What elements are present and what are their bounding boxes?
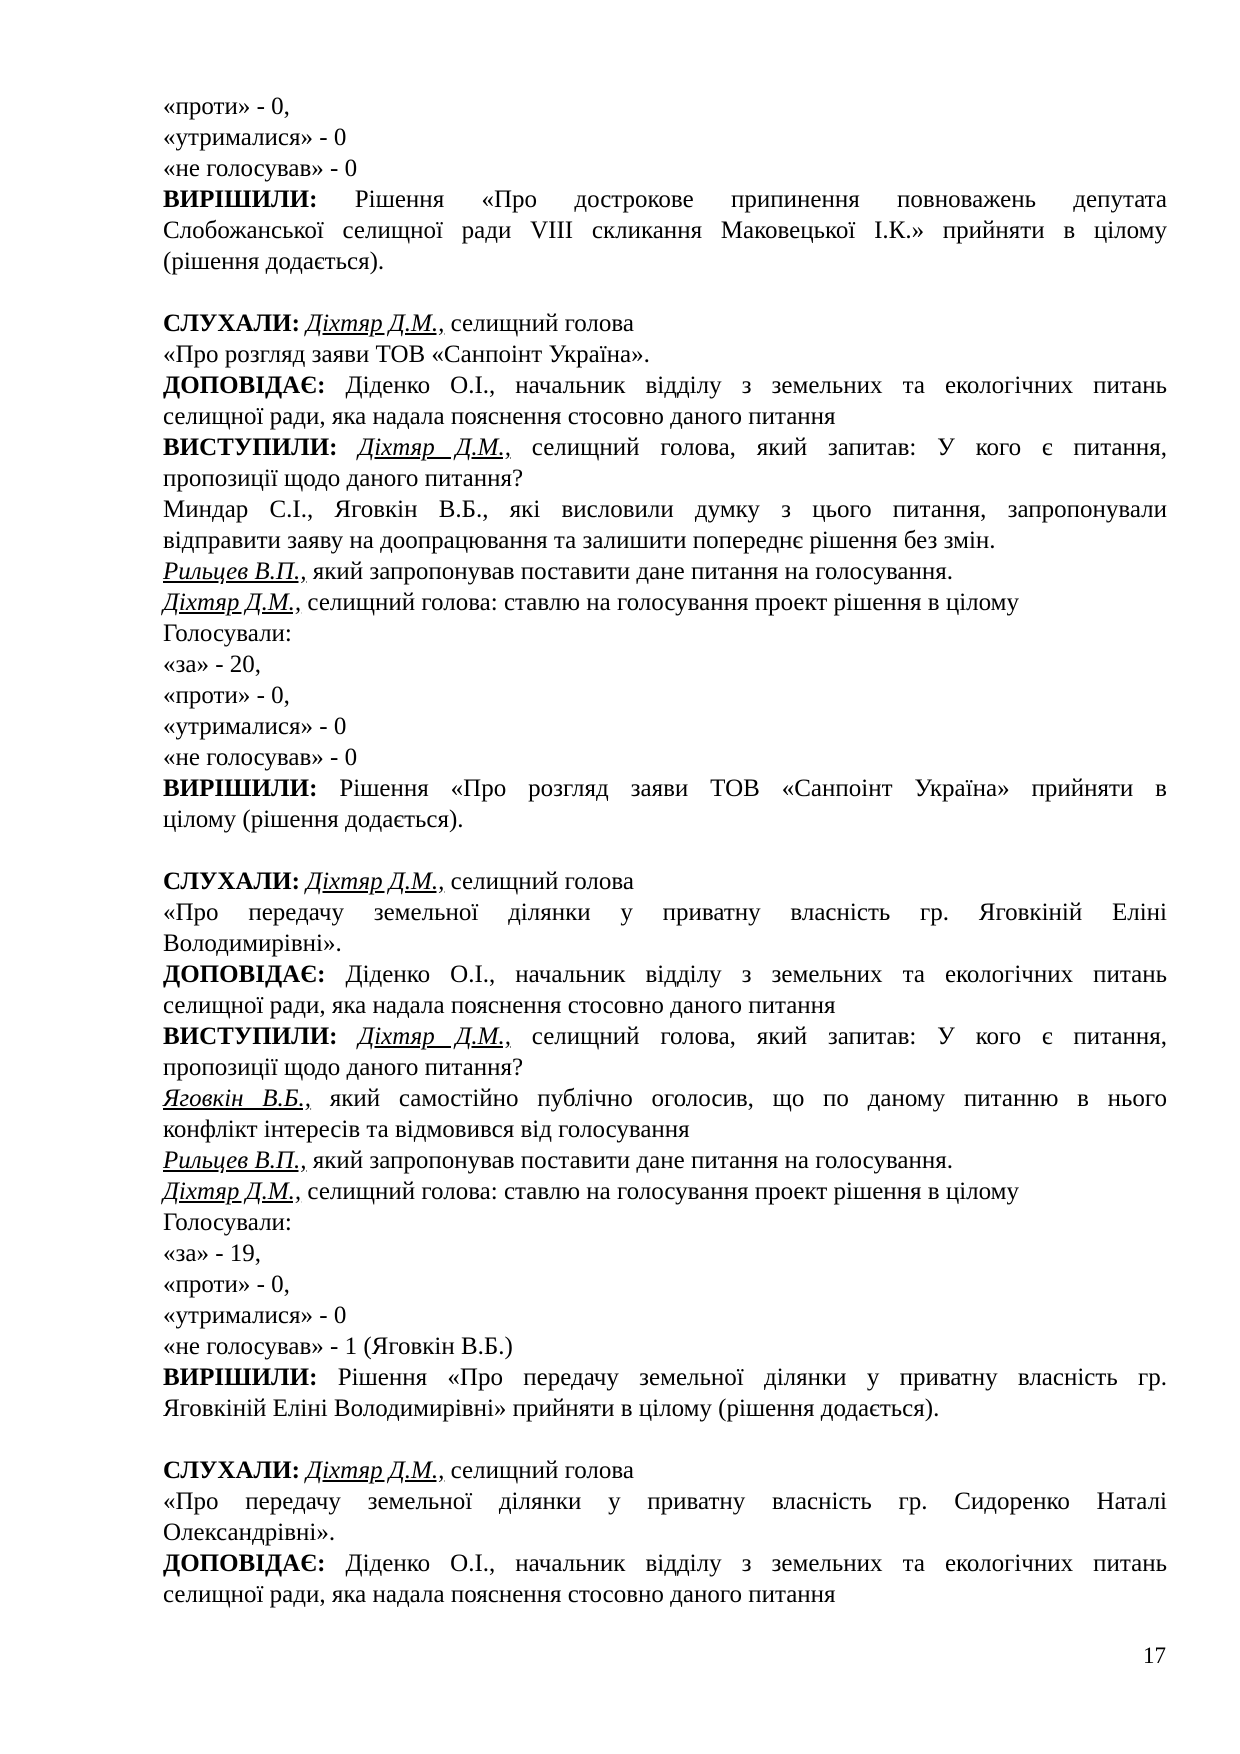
topic: «Про передачу земельної ділянки у приватну власність гр. Яговкіній Еліні bbox=[163, 899, 1167, 926]
decision-text: Рішення «Про передачу земельної ділянки у приватну власність гр. bbox=[337, 1364, 1168, 1391]
heard-label: СЛУХАЛИ: bbox=[163, 310, 300, 337]
speaker-name: Діхтяр Д.М., bbox=[306, 1457, 445, 1484]
decision-label: ВИРІШИЛИ: bbox=[163, 1364, 318, 1391]
speakers-label: ВИСТУПИЛИ: bbox=[163, 1023, 338, 1050]
heard-label: СЛУХАЛИ: bbox=[163, 1457, 300, 1484]
page-number: 17 bbox=[1143, 1643, 1166, 1668]
vote-for: «за» - 19, bbox=[163, 1240, 262, 1267]
decision-line bbox=[163, 773, 1167, 804]
reporter-text: Діденко О.І., начальник відділу з земельних та екологічних питань bbox=[345, 1550, 1168, 1577]
speaker-text: селищний голова, який запитав: У кого є питання, bbox=[531, 1023, 1168, 1050]
reporter-text-cont: селищної ради, яка надала пояснення стосовно даного питання bbox=[163, 1581, 836, 1608]
decision-line bbox=[163, 1362, 1167, 1393]
vote-against: «проти» - 0, bbox=[163, 682, 290, 709]
reporter-label: ДОПОВІДАЄ: bbox=[163, 961, 326, 988]
speaker-name: Діхтяр Д.М., bbox=[163, 589, 302, 616]
opinion-text-cont: відправити заяву на доопрацювання та залишити попереднє рішення без змін. bbox=[163, 527, 996, 554]
topic-cont: Володимирівні». bbox=[163, 930, 342, 957]
topic-cont: Олександрівні». bbox=[163, 1519, 336, 1546]
conflict-text-cont: конфлікт інтересів та відмовився від голосування bbox=[163, 1116, 690, 1143]
reporter-text-cont: селищної ради, яка надала пояснення стосовно даного питання bbox=[163, 403, 836, 430]
vote-for: «за» - 20, bbox=[163, 651, 262, 678]
decision-line bbox=[163, 184, 1167, 215]
decision-text-end: цілому (рішення додається). bbox=[163, 806, 464, 833]
vote-against: «проти» - 0, bbox=[163, 93, 290, 120]
vote-abstained: «утрималися» - 0 bbox=[163, 713, 347, 740]
speaker-name: Діхтяр Д.М., bbox=[163, 1178, 302, 1205]
speaker-role: селищний голова bbox=[450, 310, 634, 337]
speaker-role: селищний голова bbox=[450, 1457, 634, 1484]
vote-not-voted: «не голосував» - 0 bbox=[163, 744, 358, 771]
reporter-line bbox=[163, 959, 1167, 990]
voted-label: Голосували: bbox=[163, 1209, 292, 1236]
reporter-label: ДОПОВІДАЄ: bbox=[163, 372, 326, 399]
decision-text-cont: Слобожанської селищної ради VIII скликання Маковецької І.К.» прийняти в цілому bbox=[163, 217, 1167, 244]
reporter-text: Діденко О.І., начальник відділу з земельних та екологічних питань bbox=[345, 961, 1168, 988]
heard-line bbox=[163, 308, 1167, 339]
opinion-text: Миндар С.І., Яговкін В.Б., які висловили думку з цього питання, запропонували bbox=[163, 496, 1167, 523]
chair-line bbox=[163, 1176, 1167, 1207]
speaker-name: Діхтяр Д.М., bbox=[306, 868, 445, 895]
speaker-name: Рильцев В.П., bbox=[163, 558, 307, 585]
heard-label: СЛУХАЛИ: bbox=[163, 868, 300, 895]
decision-label: ВИРІШИЛИ: bbox=[163, 186, 318, 213]
speaker-name: Яговкін В.Б., bbox=[163, 1085, 312, 1112]
speaker-text-cont: пропозиції щодо даного питання? bbox=[163, 465, 524, 492]
conflict-line bbox=[163, 1083, 1167, 1114]
heard-line bbox=[163, 866, 1167, 897]
vote-not-voted: «не голосував» - 1 (Яговкін В.Б.) bbox=[163, 1333, 513, 1360]
chair-text: селищний голова: ставлю на голосування проект рішення в цілому bbox=[307, 1178, 1019, 1205]
speaker-name: Рильцев В.П., bbox=[163, 1147, 307, 1174]
reporter-text: Діденко О.І., начальник відділу з земельних та екологічних питань bbox=[345, 372, 1168, 399]
speaker-role: селищний голова bbox=[450, 868, 634, 895]
topic: «Про розгляд заяви ТОВ «Санпоінт Україна». bbox=[163, 341, 650, 368]
decision-label: ВИРІШИЛИ: bbox=[163, 775, 318, 802]
reporter-text-cont: селищної ради, яка надала пояснення стосовно даного питання bbox=[163, 992, 836, 1019]
reporter-line bbox=[163, 1548, 1167, 1579]
heard-line bbox=[163, 1455, 1167, 1486]
speakers-line bbox=[163, 432, 1167, 463]
reporter-line bbox=[163, 370, 1167, 401]
decision-text-end: Яговкіній Еліні Володимирівні» прийняти в цілому (рішення додається). bbox=[163, 1395, 940, 1422]
speaker-name: Діхтяр Д.М., bbox=[358, 1023, 511, 1050]
topic: «Про передачу земельної ділянки у приватну власність гр. Сидоренко Наталі bbox=[163, 1488, 1167, 1515]
speakers-line bbox=[163, 1021, 1167, 1052]
decision-text: Рішення «Про дострокове припинення повноважень депутата bbox=[354, 186, 1167, 213]
chair-line bbox=[163, 587, 1167, 618]
speaker-name: Діхтяр Д.М., bbox=[358, 434, 511, 461]
vote-abstained: «утрималися» - 0 bbox=[163, 124, 347, 151]
decision-text: Рішення «Про розгляд заяви ТОВ «Санпоінт Україна» прийняти в bbox=[339, 775, 1167, 802]
proposal-line bbox=[163, 1145, 1167, 1176]
proposal-line bbox=[163, 556, 1167, 587]
chair-text: селищний голова: ставлю на голосування проект рішення в цілому bbox=[307, 589, 1019, 616]
document-page bbox=[163, 91, 1167, 1610]
vote-abstained: «утрималися» - 0 bbox=[163, 1302, 347, 1329]
vote-not-voted: «не голосував» - 0 bbox=[163, 155, 358, 182]
voted-label: Голосували: bbox=[163, 620, 292, 647]
reporter-label: ДОПОВІДАЄ: bbox=[163, 1550, 326, 1577]
conflict-text: який самостійно публічно оголосив, що по даному питанню в нього bbox=[329, 1085, 1168, 1112]
speaker-name: Діхтяр Д.М., bbox=[306, 310, 445, 337]
speaker-text: селищний голова, який запитав: У кого є питання, bbox=[531, 434, 1168, 461]
vote-against: «проти» - 0, bbox=[163, 1271, 290, 1298]
proposal-text: який запропонував поставити дане питання на голосування. bbox=[312, 558, 954, 585]
speakers-label: ВИСТУПИЛИ: bbox=[163, 434, 338, 461]
proposal-text: який запропонував поставити дане питання на голосування. bbox=[312, 1147, 954, 1174]
decision-text-end: (рішення додається). bbox=[163, 248, 385, 275]
speaker-text-cont: пропозиції щодо даного питання? bbox=[163, 1054, 524, 1081]
